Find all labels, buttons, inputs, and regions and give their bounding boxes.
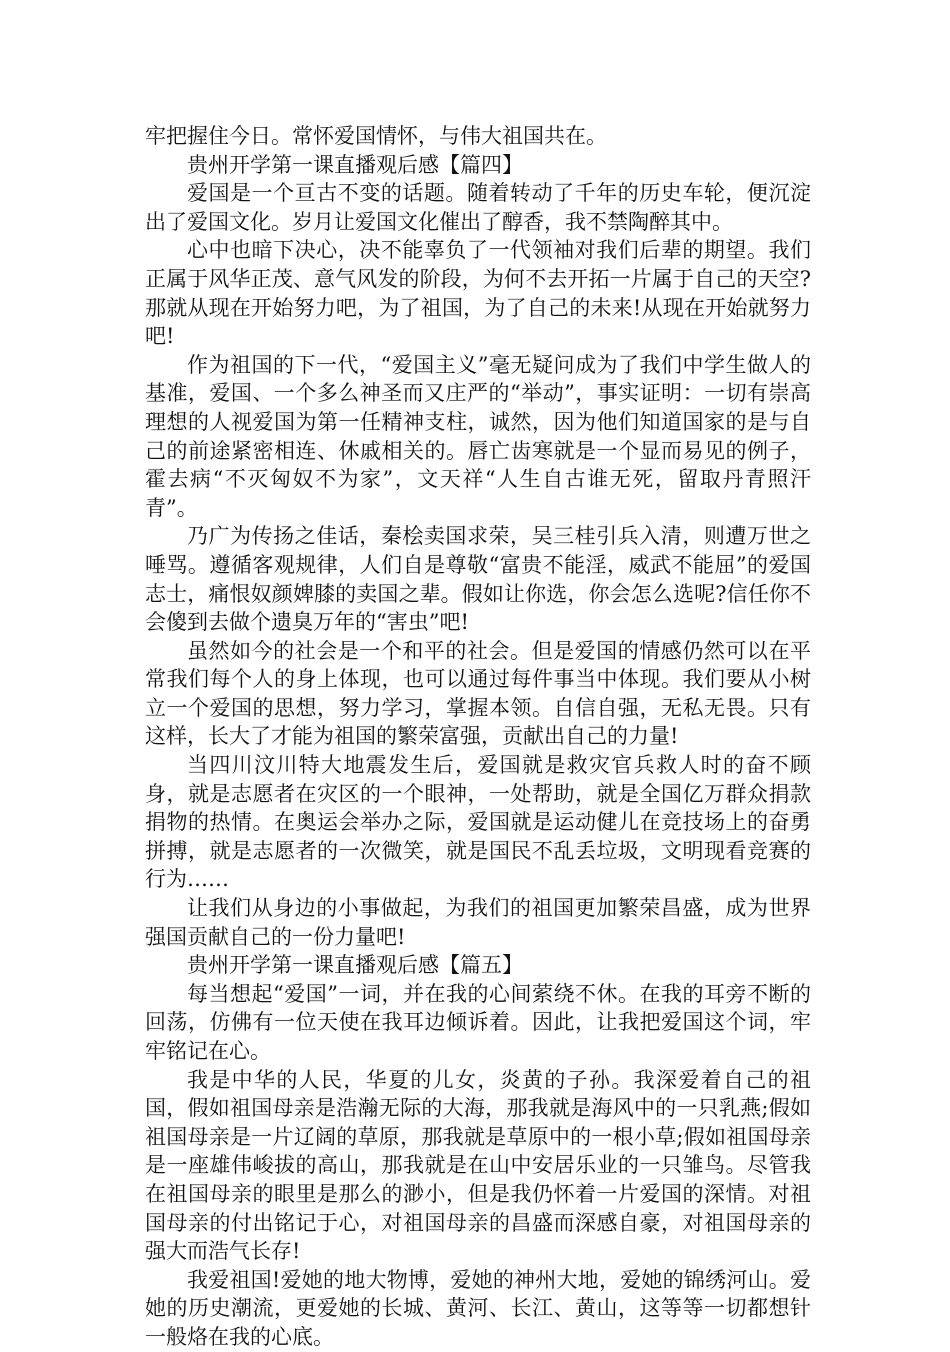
paragraph-continuation: 牢把握住今日。常怀爱国情怀，与伟大祖国共在。 xyxy=(145,124,607,148)
paragraph: 虽然如今的社会是一个和平的社会。但是爱国的情感仍然可以在平常我们每个人的身上体现，也可以通过每件事当中体现。我们要从小树立一个爱国的思想，努力学习，掌握本领。自信自强，无私无畏。只有这样，长大了才能为祖国的繁荣富强，贡献出自己的力量! xyxy=(145,638,811,749)
paragraph: 我是中华的人民，华夏的儿女，炎黄的子孙。我深爱着自己的祖国，假如祖国母亲是浩瀚无际的大海，那我就是海风中的一只乳燕;假如祖国母亲是一片辽阔的草原，那我就是草原中的一根小草;假如祖国母亲是一座雄伟峻拔的高山，那我就是在山中安居乐业的一只雏鸟。尽管我在祖国母亲的眼里是那么的渺小，但是我仍怀着一片爱国的深情。对祖国母亲的付出铭记于心，对祖国母亲的昌盛而深感自豪，对祖国母亲的强大而浩气长存! xyxy=(145,1067,811,1264)
paragraph: 乃广为传扬之佳话，秦桧卖国求荣，吴三桂引兵入清，则遭万世之唾骂。遵循客观规律，人们自是尊敬“富贵不能淫，威武不能屈”的爱国志士，痛恨奴颜婢膝的卖国之辈。假如让你选，你会怎么选呢?信任你不会傻到去做个遗臭万年的“害虫”吧! xyxy=(145,524,811,635)
paragraph: 让我们从身边的小事做起，为我们的祖国更加繁荣昌盛，成为世界强国贡献自己的一份力量吧! xyxy=(145,896,811,949)
section-heading-4: 贵州开学第一课直播观后感【篇四】 xyxy=(187,152,523,177)
paragraph: 爱国是一个亘古不变的话题。随着转动了千年的历史车轮，便沉淀出了爱国文化。岁月让爱国文化催出了醇香，我不禁陶醉其中。 xyxy=(145,181,811,234)
paragraph: 作为祖国的下一代，“爱国主义”毫无疑问成为了我们中学生做人的基准，爱国、一个多么神圣而又庄严的“举动”，事实证明：一切有崇高理想的人视爱国为第一任精神支柱，诚然，因为他们知道国家的是与自己的前途紧密相连、休戚相关的。唇亡齿寒就是一个显而易见的例子，霍去病“不灭匈奴不为家”，文天祥“人生自古谁无死，留取丹青照汗青”。 xyxy=(145,352,811,520)
document-body xyxy=(145,122,811,1352)
paragraph: 心中也暗下决心，决不能辜负了一代领袖对我们后辈的期望。我们正属于风华正茂、意气风发的阶段，为何不去开拓一片属于自己的天空?那就从现在开始努力吧，为了祖国，为了自己的未来!从现在开始就努力吧! xyxy=(145,238,811,349)
paragraph: 每当想起“爱国”一词，并在我的心间萦绕不休。在我的耳旁不断的回荡，仿佛有一位天使在我耳边倾诉着。因此，让我把爱国这个词，牢牢铭记在心。 xyxy=(145,981,811,1063)
paragraph: 我爱祖国!爱她的地大物博，爱她的神州大地，爱她的锦绣河山。爱她的历史潮流，更爱她的长城、黄河、长江、黄山，这等等一切都想针一般烙在我的心底。 xyxy=(145,1267,811,1349)
paragraph: 当四川汶川特大地震发生后，爱国就是救灾官兵救人时的奋不顾身，就是志愿者在灾区的一个眼神，一处帮助，就是全国亿万群众捐款捐物的热情。在奥运会举办之际，爱国就是运动健儿在竞技场上的奋勇拼搏，就是志愿者的一次微笑，就是国民不乱丢垃圾，文明现看竞赛的行为…… xyxy=(145,753,811,892)
section-heading-5: 贵州开学第一课直播观后感【篇五】 xyxy=(187,953,523,978)
